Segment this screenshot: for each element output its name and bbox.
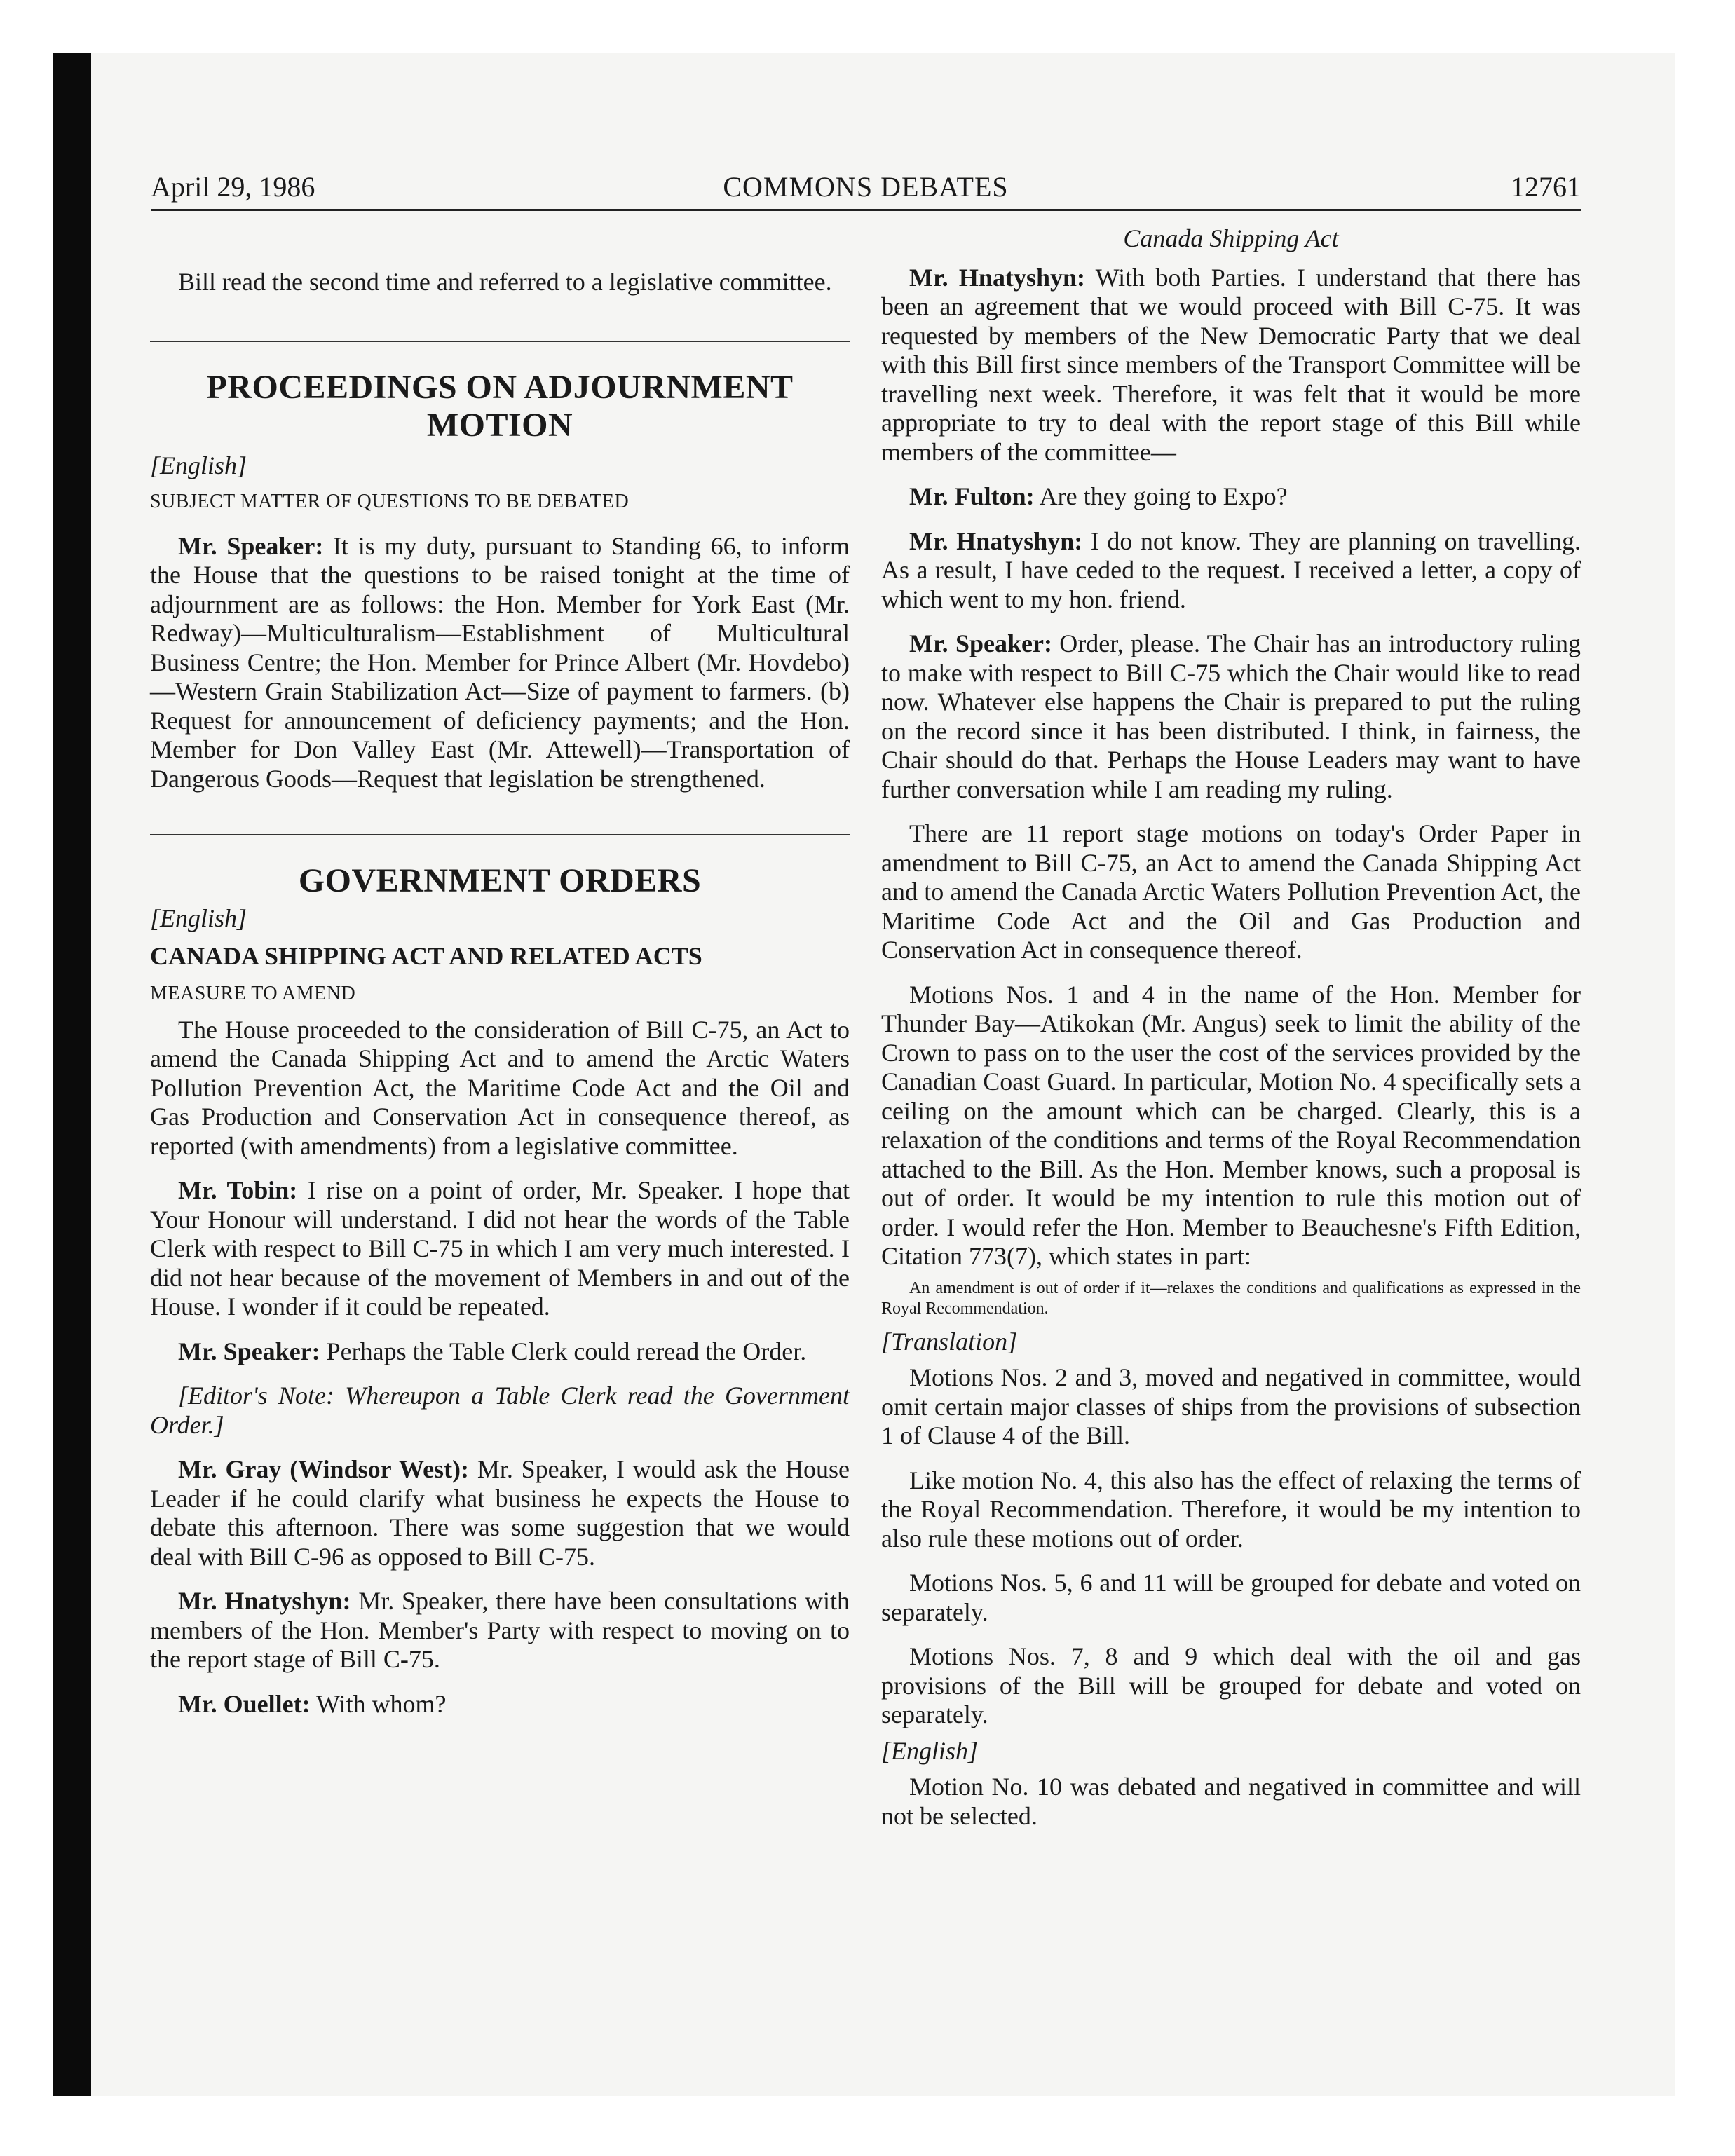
speech-text: It is my duty, pursuant to Standing 66, to inform the House that the questions to be raised tonight at the time of adjournment are as follows: the Hon. Member for York East (Mr. Redway)—Multiculturalism—Establishment of Multicultural Business Centre; the Hon. Member for Prince Albert (Mr. Hovdebo)—Western Grain Stabilization Act—Size of payment to farmers. (b) Request for announcement of deficiency payments; and the Hon. Member for Don Valley East (Mr. Attewell)—Transportation of Dangerous Goods—Request that legislation be strengthened. <box>150 531 850 793</box>
running-subject: Canada Shipping Act <box>1123 224 1339 252</box>
speaker-name: Mr. Hnatyshyn: <box>178 1587 351 1615</box>
paragraph-motions-5-6-11: Motions Nos. 5, 6 and 11 will be grouped for debate and voted on separately. <box>881 1569 1581 1626</box>
paragraph-like-motion-4: Like motion No. 4, this also has the effect of relaxing the terms of the Royal Recommendation. Therefore, it would be my intention to also rule these motions out of order. <box>881 1466 1581 1553</box>
speech-fulton <box>881 482 1581 512</box>
paragraph-motion-10: Motion No. 10 was debated and negatived in committee and will not be selected. <box>881 1773 1581 1830</box>
speech-tobin <box>150 1176 850 1322</box>
speech-text: Mr. Speaker, I would ask the House Leader if he could clarify what business he expects the House to debate this afternoon. There was some suggestion that we would deal with Bill C-96 as opposed to Bill C-75. <box>150 1455 850 1571</box>
speaker-name: Mr. Tobin: <box>178 1176 298 1204</box>
subheading-canada-shipping-act: CANADA SHIPPING ACT AND RELATED ACTS <box>150 941 702 970</box>
speech-hnatyshyn <box>150 1587 850 1674</box>
speaker-name: Mr. Speaker: <box>178 1337 320 1365</box>
section-rule <box>150 341 850 342</box>
section-title-adjournment: PROCEEDINGS ON ADJOURNMENT MOTION <box>206 368 794 444</box>
speaker-name: Mr. Ouellet: <box>178 1689 311 1718</box>
speaker-name: Mr. Gray (Windsor West): <box>178 1455 470 1483</box>
speaker-name: Mr. Speaker: <box>178 531 324 560</box>
speech-speaker <box>881 629 1581 804</box>
speaker-name: Mr. Fulton: <box>909 482 1035 510</box>
speech-text: With both Parties. I understand that there has been an agreement that we would proceed with Bill C-75. It was requested by members of the New Democratic Party that we deal with this Bill first since members of the Transport Committee will be travelling next week. Therefore, it was felt that it would be more appropriate to try to deal with the report stage of this Bill while members of the committee— <box>881 263 1581 466</box>
header-date: April 29, 1986 <box>151 171 315 203</box>
speech-speaker <box>150 1337 850 1367</box>
editors-note: [Editor's Note: Whereupon a Table Clerk read the Government Order.] <box>150 1381 850 1439</box>
left-column <box>150 210 850 1719</box>
section-title-government-orders: GOVERNMENT ORDERS <box>298 862 702 899</box>
paragraph-bill-read: Bill read the second time and referred to a legislative committee. <box>178 268 832 296</box>
paragraph-motions-1-4: Motions Nos. 1 and 4 in the name of the Hon. Member for Thunder Bay—Atikokan (Mr. Angus) seek to limit the ability of the Crown to pass on to the user the cost of the services provided by the Canadian Coast Guard. In particular, Motion No. 4 specifically sets a ceiling on the amount which can be charged. Clearly, this is a relaxation of the conditions and terms of the Royal Recommendation attached to the Bill. As the Hon. Member knows, such a proposal is out of order. It would be my intention to rule this motion out of order. I would refer the Hon. Member to Beauchesne's Fifth Edition, Citation 773(7), which states in part: <box>881 980 1581 1270</box>
speech-ouellet <box>150 1690 850 1719</box>
speaker-name: Mr. Speaker: <box>909 629 1052 657</box>
header-page-number: 12761 <box>1511 171 1581 203</box>
subheading-measure-to-amend: MEASURE TO AMEND <box>150 983 356 1004</box>
speech-text: I do not know. They are planning on travelling. As a result, I have ceded to the request. I received a letter, a copy of which went to my hon. friend. <box>881 526 1581 613</box>
speech-text: I rise on a point of order, Mr. Speaker. I hope that Your Honour will understand. I did not hear the words of the Table Clerk with respect to Bill C-75 in which I am very much interested. I did not hear because of the movement of Members in and out of the House. I wonder if it could be repeated. <box>150 1176 850 1321</box>
citation-quote: An amendment is out of order if it—relaxes the conditions and qualifications as expressed in the Royal Recommendation. <box>881 1278 1581 1318</box>
paragraph-eleven-motions: There are 11 report stage motions on today's Order Paper in amendment to Bill C-75, an Act to amend the Canada Shipping Act and to amend the Canada Arctic Waters Pollution Prevention Act, the Maritime Code Act and the Oil and Gas Production and Conservation Act in consequence thereof. <box>881 819 1581 964</box>
speech-speaker <box>150 532 850 794</box>
paragraph-motions-2-3: Motions Nos. 2 and 3, moved and negatived in committee, would omit certain major classes of ships from the provisions of subsection 1 of Clause 4 of the Bill. <box>881 1363 1581 1449</box>
speech-text: Order, please. The Chair has an introductory ruling to make with respect to Bill C-75 which the Chair would like to read now. Whatever else happens the Chair is prepared to put the ruling on the record since it has been distributed. I think, in fairness, the Chair should do that. Perhaps the House Leaders may want to have further conversation while I am reading my ruling. <box>881 629 1581 803</box>
speech-text: Mr. Speaker, there have been consultations with members of the Hon. Member's Party with respect to moving on to the report stage of Bill C-75. <box>150 1587 850 1673</box>
header-title: COMMONS DEBATES <box>723 171 1009 203</box>
speech-text: With whom? <box>310 1689 447 1718</box>
speech-hnatyshyn <box>881 527 1581 615</box>
right-column <box>881 210 1581 1831</box>
speech-text: Perhaps the Table Clerk could reread the Order. <box>320 1337 807 1365</box>
section-rule <box>150 834 850 835</box>
speaker-name: Mr. Hnatyshyn: <box>909 263 1085 292</box>
running-header <box>151 170 1581 212</box>
speech-text: Are they going to Expo? <box>1034 482 1288 510</box>
paragraph-house-proceeded: The House proceeded to the consideration of Bill C-75, an Act to amend the Canada Shipping Act and to amend the Arctic Waters Pollution Prevention Act, the Maritime Code Act and the Oil and Gas Production and Conservation Act in consequence thereof, as reported (with amendments) from a legislative committee. <box>150 1015 850 1160</box>
paragraph-motions-7-8-9: Motions Nos. 7, 8 and 9 which deal with the oil and gas provisions of the Bill will be grouped for debate and voted on separately. <box>881 1642 1581 1728</box>
scan-edge <box>53 53 91 2096</box>
language-tag: [English] <box>881 1736 979 1765</box>
language-tag: [English] <box>150 451 247 479</box>
speech-gray <box>150 1455 850 1571</box>
subheading-subject-matter: SUBJECT MATTER OF QUESTIONS TO BE DEBATED <box>150 491 630 512</box>
speaker-name: Mr. Hnatyshyn: <box>909 526 1083 555</box>
language-tag: [English] <box>150 904 247 932</box>
language-tag: [Translation] <box>881 1327 1018 1356</box>
speech-hnatyshyn <box>881 264 1581 468</box>
